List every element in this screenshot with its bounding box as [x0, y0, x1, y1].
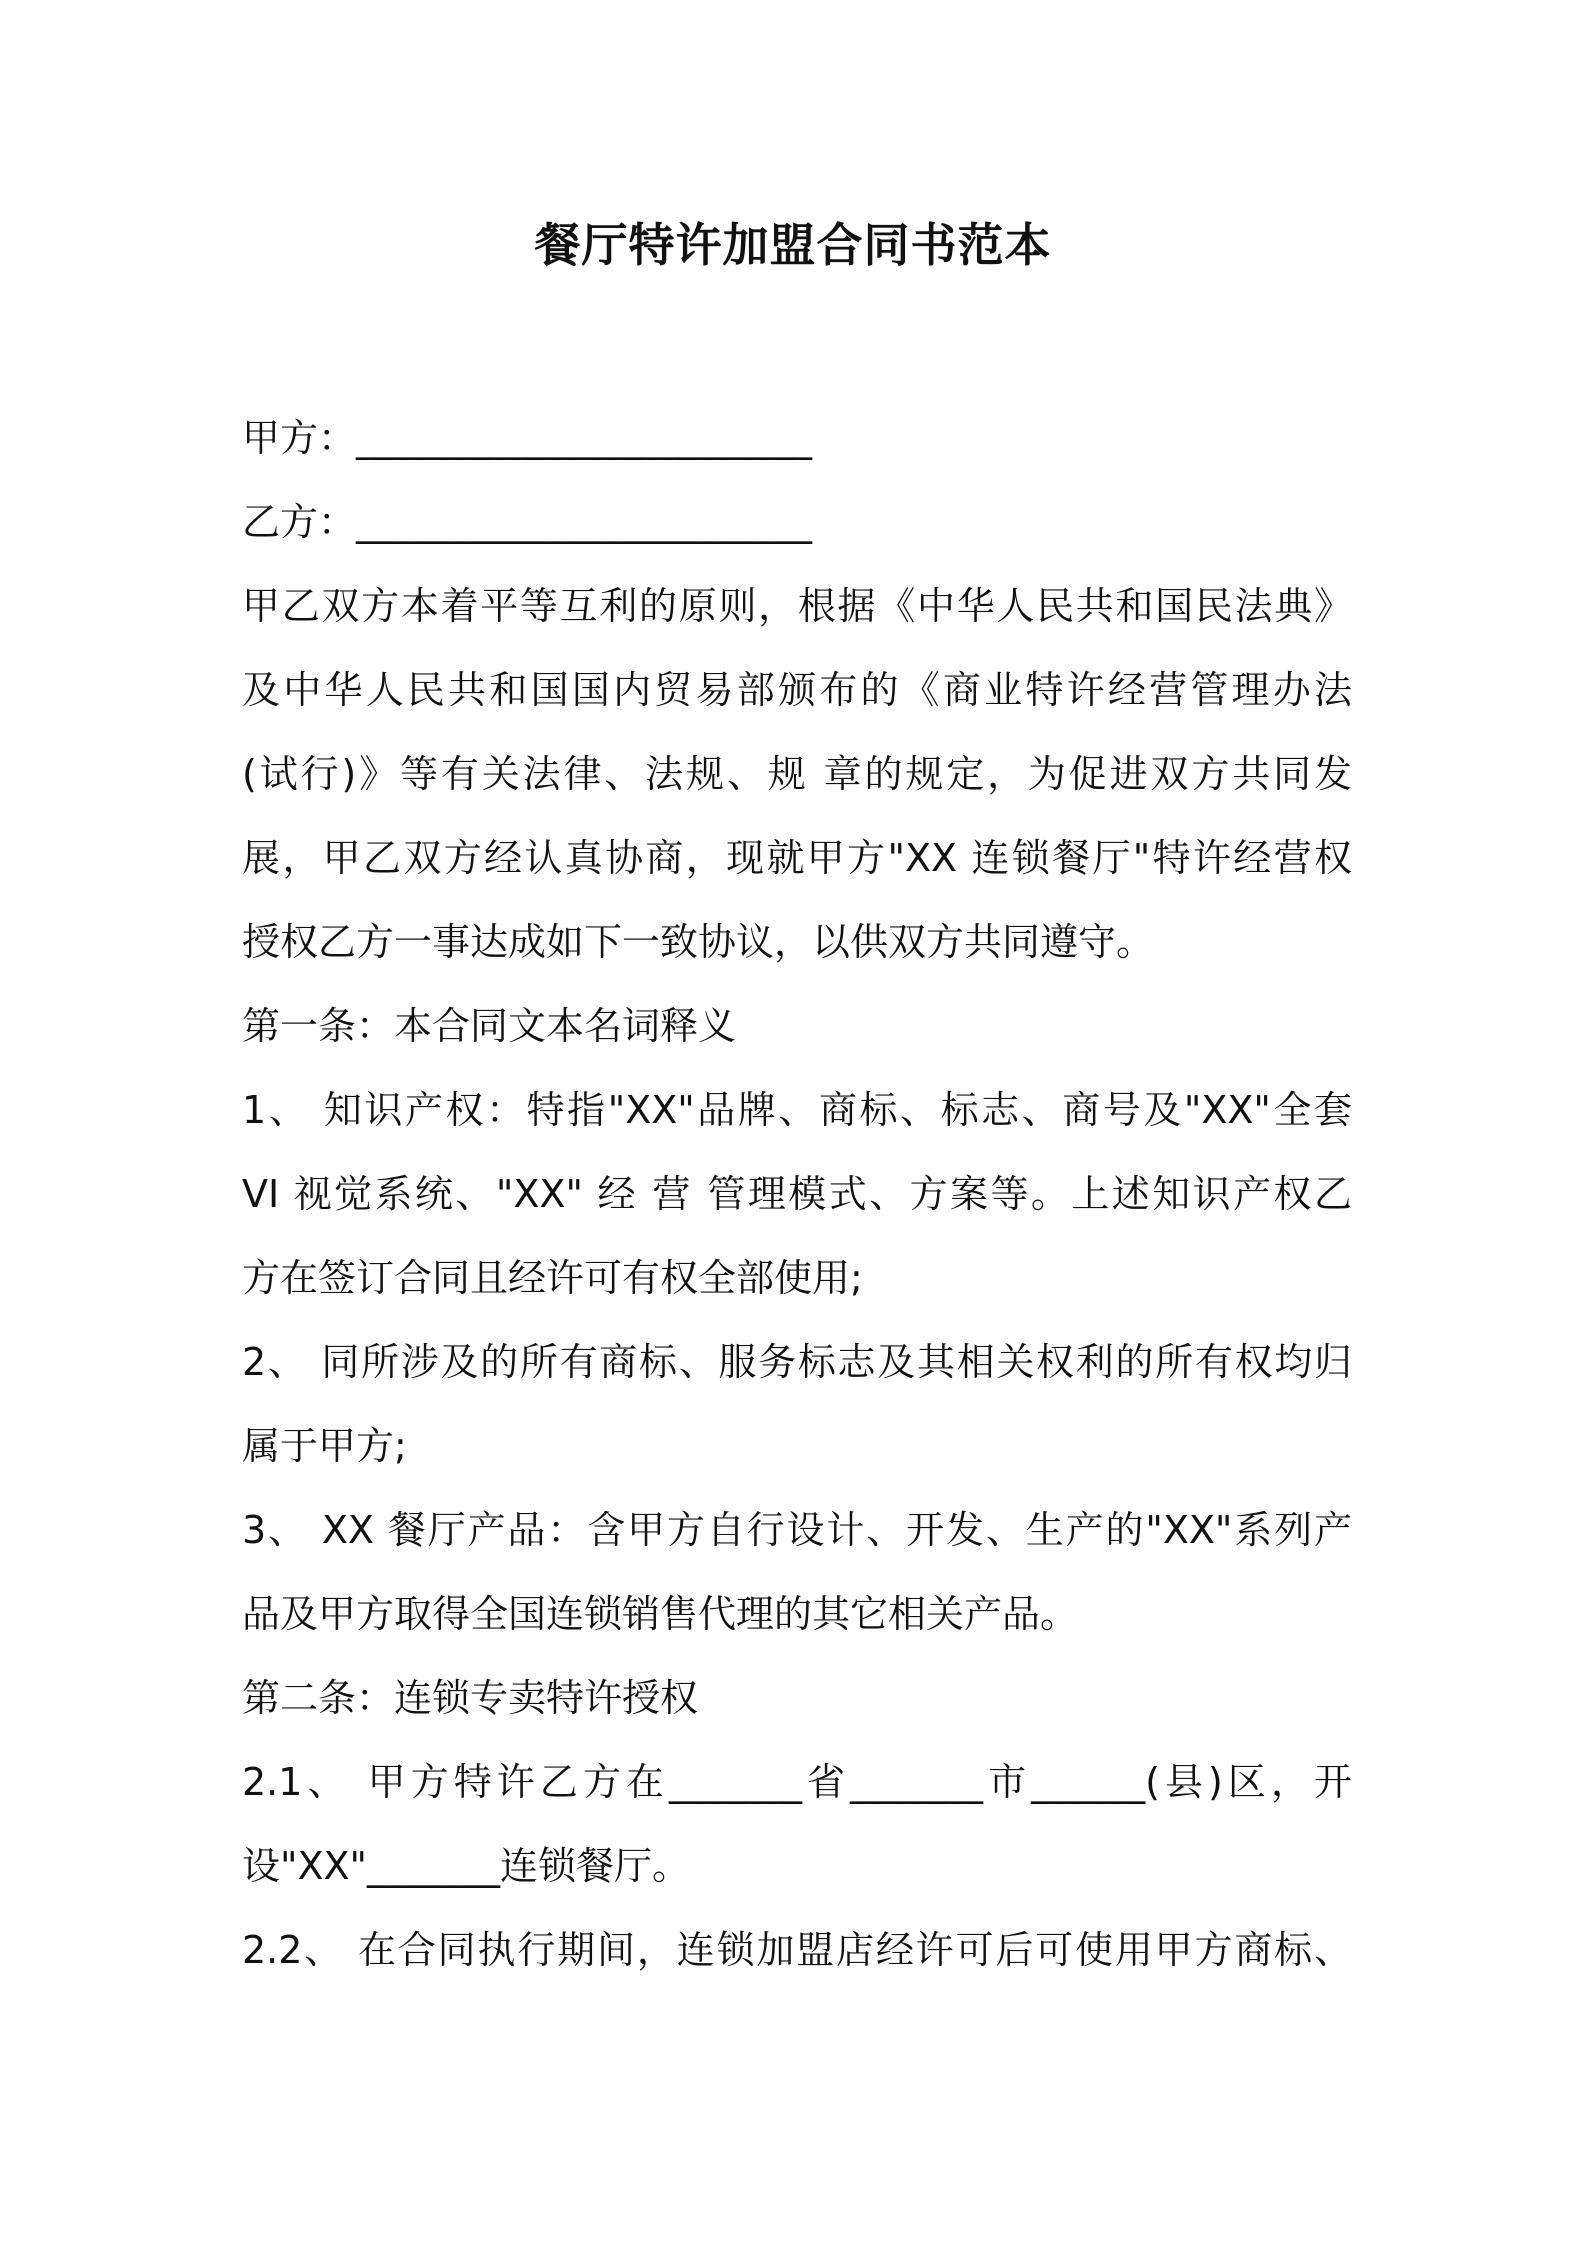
clause-2-1-line-1: 2.1、 甲方特许乙方在_______省_______市______(县)区，开	[242, 1760, 1352, 1804]
clause-2-1-line-2: 设"XX"_______连锁餐厅。	[242, 1844, 691, 1888]
clause-1-2-line-2: 属于甲方;	[242, 1424, 407, 1468]
preamble-line-5: 授权乙方一事达成如下一致协议，以供双方共同遵守。	[242, 920, 1155, 964]
clause-1-1-line-2: VI 视觉系统、"XX" 经 营 管理模式、方案等。上述知识产权乙	[242, 1172, 1352, 1216]
clause-1-3-line-2: 品及甲方取得全国连锁销售代理的其它相关产品。	[242, 1592, 1079, 1636]
document-title: 餐厅特许加盟合同书范本	[534, 218, 1052, 272]
clause-2-2-line-1: 2.2、 在合同执行期间，连锁加盟店经许可后可使用甲方商标、	[242, 1928, 1352, 1972]
clause-1-1-line-3: 方在签订合同且经许可有权全部使用;	[242, 1256, 863, 1300]
preamble-line-4: 展，甲乙双方经认真协商，现就甲方"XX 连锁餐厅"特许经营权	[242, 836, 1352, 880]
party-b-line: 乙方：________________________	[242, 500, 813, 544]
preamble-line-1: 甲乙双方本着平等互利的原则，根据《中华人民共和国民法典》	[242, 584, 1352, 628]
article-2-heading: 第二条：连锁专卖特许授权	[242, 1676, 699, 1720]
party-a-line: 甲方：________________________	[242, 416, 813, 460]
preamble-line-3: (试行)》等有关法律、法规、规 章的规定，为促进双方共同发	[242, 752, 1352, 796]
clause-1-2-line-1: 2、 同所涉及的所有商标、服务标志及其相关权利的所有权均归	[242, 1340, 1352, 1384]
preamble-line-2: 及中华人民共和国国内贸易部颁布的《商业特许经营管理办法	[242, 668, 1352, 712]
clause-1-3-line-1: 3、 XX 餐厅产品：含甲方自行设计、开发、生产的"XX"系列产	[242, 1508, 1352, 1552]
clause-1-1-line-1: 1、 知识产权：特指"XX"品牌、商标、标志、商号及"XX"全套	[242, 1088, 1352, 1132]
article-1-heading: 第一条：本合同文本名词释义	[242, 1004, 737, 1048]
